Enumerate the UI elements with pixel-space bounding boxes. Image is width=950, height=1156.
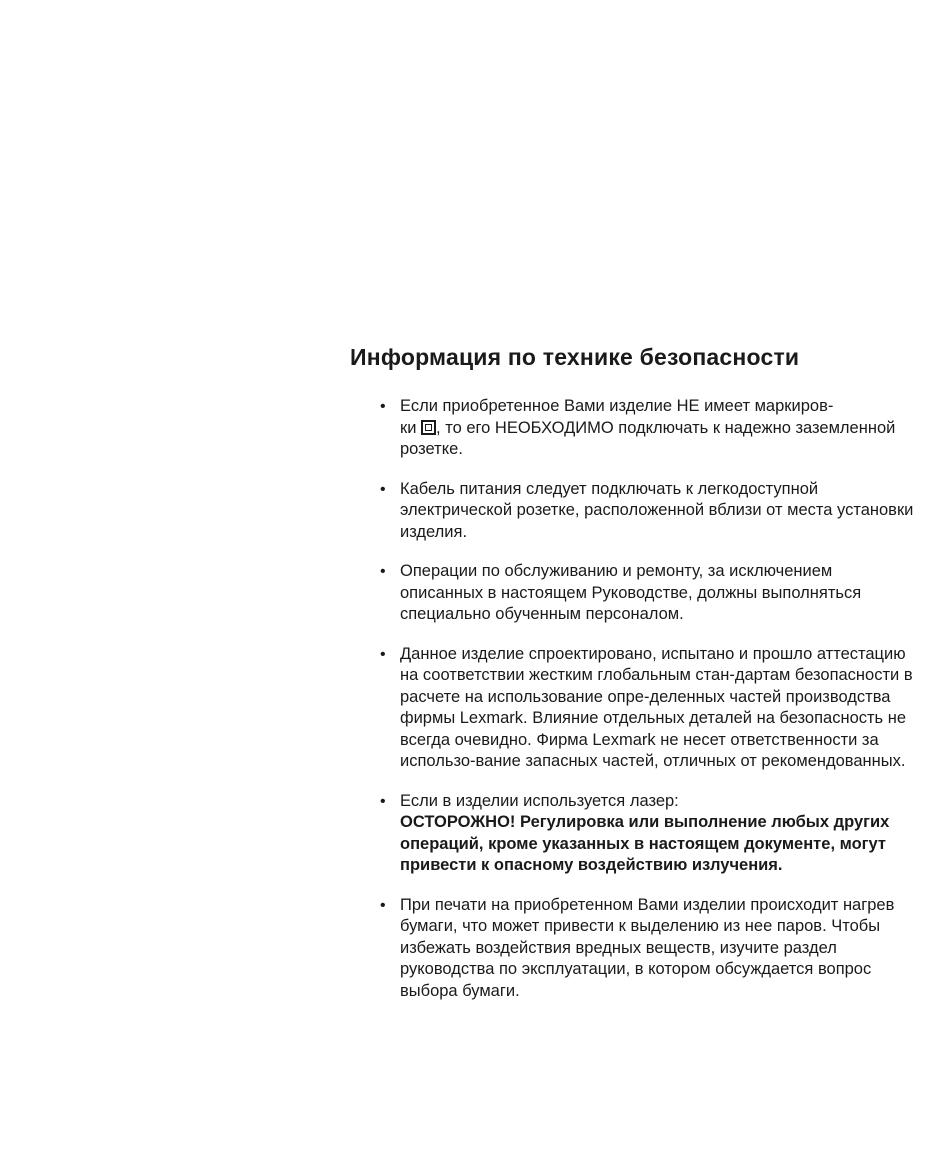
list-item: [378, 895, 918, 1003]
list-item: [378, 479, 918, 544]
item-text: При печати на приобретенном Вами изделии происходит нагрев бумаги, что может привести к выделению из нее паров. Чтобы избежать воздействия вредных веществ, изучите раздел руководства по эксплуатации, в котором обсуждается вопрос выбора бумаги.: [400, 895, 895, 1000]
item-text: Кабель питания следует подключать к легкодоступной электрической розетке, расположенной вблизи от места установки изделия.: [400, 479, 914, 541]
double-insulation-icon: [421, 420, 436, 435]
item-text: Если в изделии используется лазер:: [400, 791, 679, 810]
laser-warning: ОСТОРОЖНО! Регулировка или выполнение любых других операций, кроме указанных в настоящем документе, могут привести к опасному воздействию излучения.: [400, 813, 890, 874]
bullet: •: [380, 398, 386, 415]
item-text: Операции по обслуживанию и ремонту, за исключением описанных в настоящем Руководстве, должны выполняться специально обученным персоналом.: [400, 562, 862, 623]
item-text: Если приобретенное Вами изделие НЕ имеет маркиров- ки , то его НЕОБХОДИМО подключать к надежно заземленной розетке.: [400, 397, 896, 458]
bullet: •: [380, 563, 386, 580]
list-item: [378, 644, 918, 773]
list-item: [378, 561, 918, 626]
list-item: [378, 791, 918, 877]
list-item: [378, 396, 918, 461]
page-title: Информация по технике безопасности: [350, 344, 800, 370]
safety-list: [378, 396, 918, 1020]
bullet: •: [380, 480, 386, 498]
bullet: •: [380, 645, 386, 663]
bullet: •: [380, 896, 386, 914]
bullet: •: [380, 792, 386, 810]
item-text: Данное изделие спроектировано, испытано и прошло аттестацию на соответствии жестким глобальным стан-дартам безопасности в расчете на использование опре-деленных частей производства фирмы Lexmark. Влияние отдельных деталей на безопасность не всегда очевидно. Фирма Lexmark не несет ответственности за использо-вание запасных частей, отличных от рекомендованных.: [400, 644, 913, 770]
